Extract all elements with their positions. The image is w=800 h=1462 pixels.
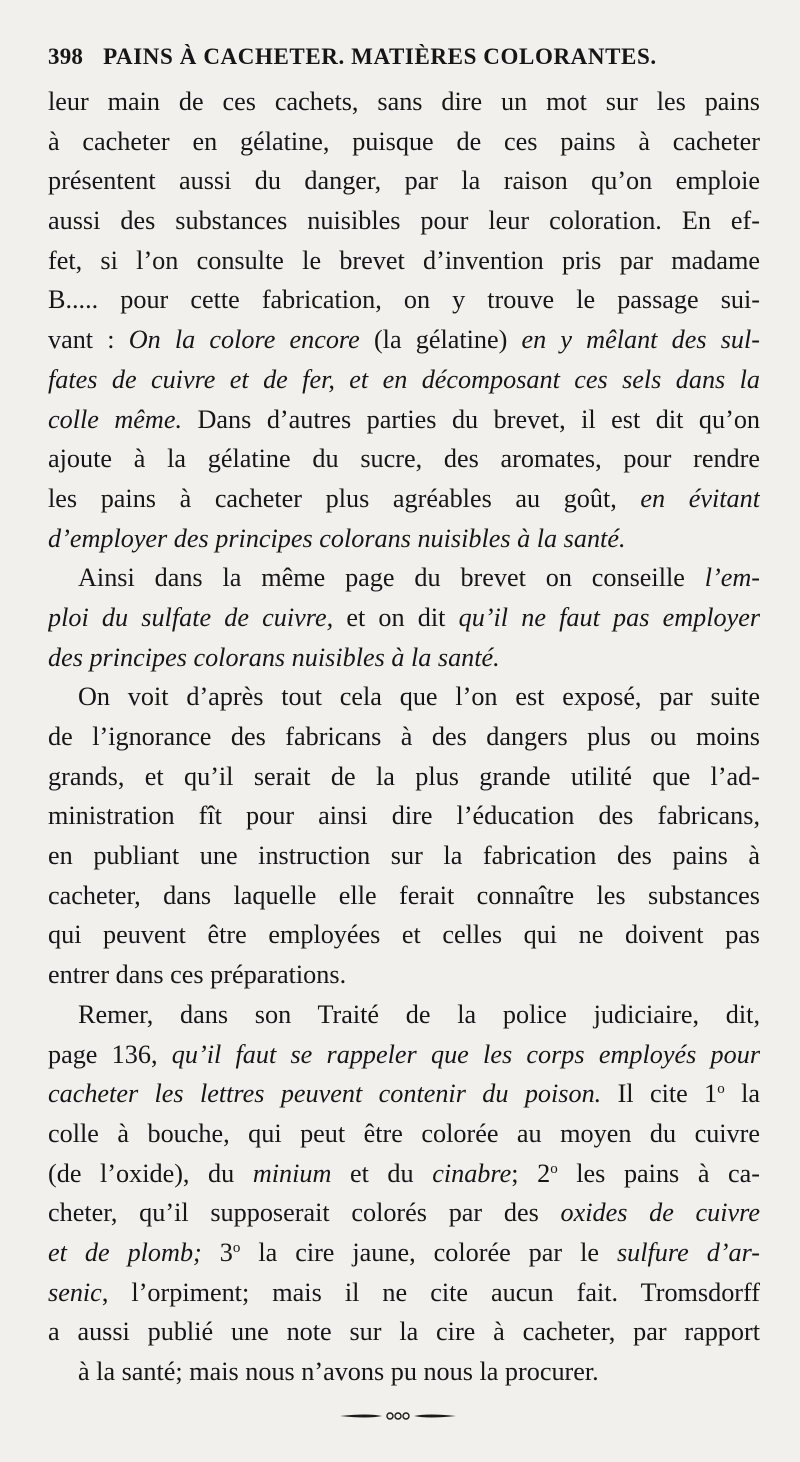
text-line (48, 796, 760, 836)
italic-run: senic (48, 1277, 102, 1307)
text-line (48, 558, 760, 598)
text-run: (de l’oxide), du (48, 1158, 253, 1188)
text-line (48, 241, 760, 281)
text-run: cacheter, dans laquelle elle ferait connaître les substances (48, 880, 760, 910)
text-run: à cacheter en gélatine, puisque de ces pains à cacheter (48, 126, 760, 156)
text-run: Dans d’autres parties du brevet, il est dit qu’on (182, 404, 760, 434)
text-line (48, 439, 760, 479)
page-header (48, 44, 748, 76)
text-run: à la santé; mais nous n’avons pu nous la procurer. (78, 1357, 599, 1386)
italic-run: minium (252, 1158, 332, 1188)
text-line (48, 677, 760, 717)
text-run: les pains à cacheter plus agréables au goût, (48, 483, 641, 513)
italic-run: qu’il faut se rappeler que les corps employés pour (171, 1039, 760, 1069)
text-line (48, 598, 760, 638)
text-line (48, 836, 760, 876)
text-line (48, 638, 760, 678)
italic-run: en évitant (640, 483, 760, 513)
text-run: présentent aussi du danger, par la raison qu’on emploie (48, 166, 760, 196)
text-line (48, 1074, 760, 1114)
ordinal-mark: o (550, 1160, 558, 1177)
italic-run: qu’il ne faut pas employer (458, 602, 760, 632)
text-run: ajoute à la gélatine du sucre, des aromates, pour rendre (48, 444, 760, 474)
text-line (48, 1114, 760, 1154)
text-run: fet, si l’on consulte le brevet d’invention pris par madame (48, 245, 760, 275)
italic-run: d’employer des principes colorans nuisibles à la santé. (48, 523, 626, 553)
text-line (48, 1312, 760, 1352)
text-line (48, 82, 760, 122)
text-line (48, 1273, 760, 1313)
text-run: aussi des substances nuisibles pour leur coloration. En ef- (48, 206, 760, 236)
italic-run: fates de cuivre et de fer, et en décomposant ces sels dans la (48, 364, 760, 394)
text-run: la (724, 1079, 760, 1109)
text-line (48, 1154, 760, 1194)
ordinal-mark: o (717, 1081, 725, 1098)
text-run: a aussi publié une note sur la cire à cacheter, par rapport (48, 1317, 760, 1347)
italic-run: et de plomb; (48, 1237, 202, 1267)
text-line (48, 280, 760, 320)
text-run: en publiant une instruction sur la fabrication des pains à (48, 841, 760, 871)
text-line (48, 995, 760, 1035)
italic-run: ploi du sulfate de cuivre, (48, 602, 334, 632)
tail-ornament-icon (338, 1410, 458, 1422)
running-title: PAINS À CACHETER. MATIÈRES COLORANTES. (103, 44, 657, 69)
text-run: Ainsi dans la même page du brevet on conseille (78, 563, 705, 593)
text-run: cheter, qu’il supposerait colorés par des (48, 1198, 561, 1228)
text-run: les pains à ca- (557, 1158, 760, 1188)
text-line (48, 360, 760, 400)
text-line (48, 320, 760, 360)
text-run: On voit d’après tout cela que l’on est exposé, par suite (78, 682, 760, 712)
text-run: et du (331, 1158, 433, 1188)
text-run: de l’ignorance des fabricans à des dangers plus ou moins (48, 722, 760, 751)
text-run: colle à bouche, qui peut être colorée au moyen du cuivre (48, 1118, 760, 1148)
text-line (48, 1193, 760, 1233)
text-line (48, 161, 760, 201)
body-text (48, 82, 760, 1392)
text-line (48, 1233, 760, 1273)
text-line (48, 122, 760, 162)
text-run: Il cite 1 (601, 1079, 718, 1109)
text-line (48, 915, 760, 955)
text-line (48, 479, 760, 519)
ordinal-mark: o (232, 1239, 241, 1256)
italic-run: sulfure d’ar- (616, 1237, 760, 1267)
text-run: B..... pour cette fabrication, on y trouve le passage sui- (48, 285, 760, 315)
text-run: leur main de ces cachets, sans dire un mot sur les pains (48, 87, 760, 116)
text-run: 3 (201, 1237, 233, 1267)
text-line (48, 955, 760, 995)
text-line (48, 757, 760, 797)
text-line (48, 876, 760, 916)
text-run: qui peuvent être employées et celles qui ne doivent pas (48, 920, 760, 950)
text-run: ; 2 (511, 1158, 551, 1188)
italic-run: On la colore encore (128, 325, 360, 355)
page-number: 398 (48, 44, 84, 69)
text-run: (la gélatine) (359, 325, 522, 355)
italic-run: colle même. (48, 404, 183, 434)
text-run: Remer, dans son Traité de la police judiciaire, dit, (78, 999, 760, 1029)
text-line (48, 201, 760, 241)
text-line (48, 400, 760, 440)
text-line (48, 1035, 760, 1075)
italic-run: oxides de cuivre (560, 1198, 760, 1228)
italic-run: cacheter les lettres peuvent contenir du poison. (48, 1079, 602, 1109)
text-run: ministration fît pour ainsi dire l’éducation des fabricans, (48, 801, 760, 831)
text-run: entrer dans ces préparations. (48, 960, 347, 990)
text-run: vant : (48, 325, 129, 355)
text-run: et on dit (333, 602, 459, 632)
italic-run: l’em- (704, 563, 760, 593)
text-run: grands, et qu’il serait de la plus grande utilité que l’ad- (48, 761, 760, 791)
text-line (48, 1352, 760, 1392)
text-run: page 136, (48, 1039, 172, 1069)
italic-run: en y mêlant des sul- (521, 325, 760, 355)
italic-run: des principes colorans nuisibles à la santé. (48, 642, 500, 672)
text-line (48, 519, 760, 559)
text-run: , l’orpiment; mais il ne cite aucun fait. Tromsdorff (101, 1277, 760, 1307)
text-line (48, 717, 760, 757)
text-run: la cire jaune, colorée par le (240, 1237, 617, 1267)
italic-run: cinabre (432, 1158, 512, 1188)
